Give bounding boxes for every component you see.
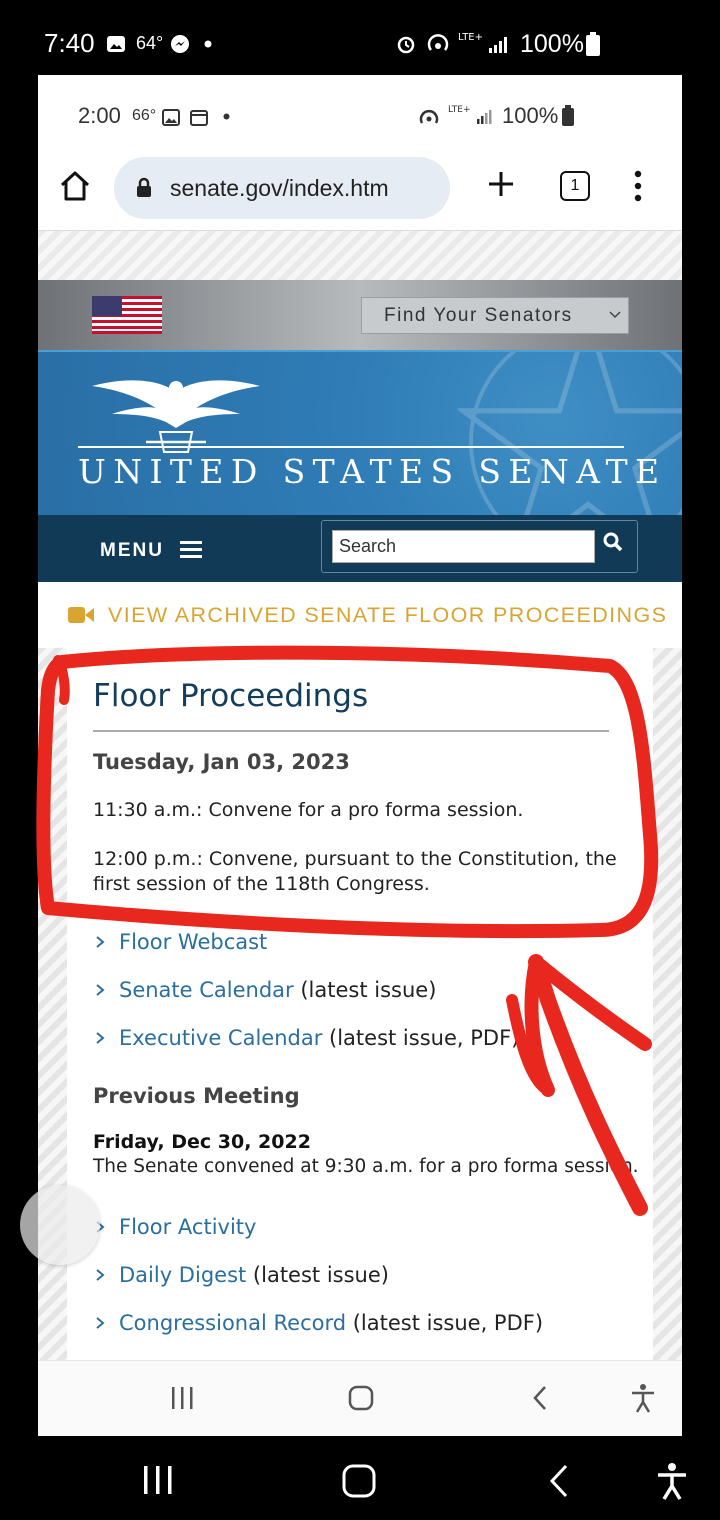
inner-network: LTE+: [448, 105, 471, 115]
home-button-icon[interactable]: [342, 1464, 376, 1498]
alarm-icon: [396, 34, 416, 54]
search-input[interactable]: Search: [332, 530, 595, 563]
tab-switcher-button[interactable]: 1: [560, 171, 590, 201]
battery-icon: [562, 105, 574, 126]
banner-rule: [78, 446, 624, 448]
proceedings-item: 12:00 p.m.: Convene, pursuant to the Constitution, the first session of the 118th Congress.: [93, 848, 617, 895]
outer-time: 7:40: [44, 28, 95, 58]
proceedings-date: Tuesday, Jan 03, 2023: [93, 750, 350, 774]
address-bar[interactable]: [114, 157, 450, 219]
new-tab-icon[interactable]: [486, 169, 516, 199]
lock-icon: [136, 177, 152, 197]
more-menu-icon[interactable]: [632, 169, 644, 203]
inner-temp: 66°: [132, 107, 157, 124]
floor-proceedings-title: Floor Proceedings: [93, 678, 369, 714]
accessibility-icon[interactable]: [656, 1462, 688, 1500]
inner-status-bar: [38, 75, 682, 155]
link-text[interactable]: Congressional Record: [119, 1311, 347, 1335]
accessibility-icon[interactable]: [630, 1383, 656, 1413]
recent-apps-icon[interactable]: [142, 1464, 174, 1496]
search-icon[interactable]: [602, 531, 624, 553]
dot-icon: [223, 113, 230, 120]
congressional-record-link[interactable]: [93, 1311, 543, 1335]
menu-label[interactable]: MENU: [100, 540, 164, 561]
gallery-icon: [162, 109, 180, 126]
signal-icon: [476, 107, 494, 125]
daily-digest-link[interactable]: [93, 1263, 389, 1287]
outer-status-bar: [0, 0, 720, 75]
hotspot-icon: [418, 107, 440, 127]
chevron-down-icon: [608, 308, 622, 322]
title-rule: [93, 730, 609, 732]
inner-battery: 100%: [502, 103, 559, 128]
outer-navigation-bar: [0, 1436, 720, 1520]
previous-meeting-title: Previous Meeting: [93, 1084, 300, 1108]
chevron-right-icon: [93, 983, 107, 997]
screenshot-frame: [38, 75, 682, 1436]
url-text: senate.gov/index.htm: [170, 175, 389, 201]
floor-activity-link[interactable]: [93, 1215, 256, 1239]
dot-icon: [204, 40, 212, 48]
link-text[interactable]: Floor Webcast: [119, 930, 268, 954]
archived-proceedings-link[interactable]: [38, 582, 682, 648]
browser-toolbar: [38, 155, 682, 230]
senate-banner[interactable]: [38, 352, 682, 515]
chevron-right-icon: [93, 935, 107, 949]
calendar-icon: [190, 109, 208, 126]
link-suffix: (latest issue, PDF): [322, 1026, 520, 1050]
gallery-icon: [106, 34, 126, 54]
video-camera-icon: [68, 606, 94, 624]
inner-time: 2:00: [78, 103, 121, 128]
link-suffix: (latest issue): [246, 1263, 389, 1287]
messenger-icon: [170, 34, 190, 54]
us-flag-icon: [92, 296, 162, 334]
hamburger-icon[interactable]: [180, 540, 202, 558]
outer-network: LTE+: [458, 32, 483, 43]
link-text[interactable]: Daily Digest: [119, 1263, 247, 1287]
find-senators-dropdown[interactable]: [361, 297, 629, 334]
proceedings-item: 11:30 a.m.: Convene for a pro forma session.: [93, 799, 524, 821]
link-text[interactable]: Floor Activity: [119, 1215, 257, 1239]
chevron-right-icon: [93, 1268, 107, 1282]
senate-calendar-link[interactable]: [93, 978, 436, 1002]
link-text[interactable]: Senate Calendar: [119, 978, 294, 1002]
battery-icon: [586, 32, 600, 56]
link-suffix: (latest issue): [293, 978, 437, 1002]
executive-calendar-link[interactable]: [93, 1026, 519, 1050]
link-suffix: (latest issue, PDF): [346, 1311, 544, 1335]
previous-meeting-text: The Senate convened at 9:30 a.m. for a pro forma session.: [93, 1156, 639, 1177]
find-senators-label: Find Your Senators: [384, 305, 573, 326]
floor-webcast-link[interactable]: [93, 930, 267, 954]
archived-proceedings-label: VIEW ARCHIVED SENATE FLOOR PROCEEDINGS: [108, 603, 668, 627]
floor-proceedings-section: [67, 648, 653, 1360]
home-button-icon[interactable]: [348, 1385, 374, 1411]
site-title: UNITED STATES SENATE: [78, 452, 667, 491]
link-text[interactable]: Executive Calendar: [119, 1026, 323, 1050]
chevron-right-icon: [93, 1031, 107, 1045]
outer-temp: 64°: [136, 33, 164, 53]
inner-navigation-bar: [38, 1360, 682, 1436]
back-icon[interactable]: [532, 1385, 548, 1411]
content-background: [38, 648, 682, 1360]
site-top-bar: [38, 280, 682, 352]
home-icon[interactable]: [58, 169, 92, 203]
outer-battery: 100%: [520, 30, 584, 58]
hotspot-icon: [426, 34, 450, 54]
floating-assistive-button[interactable]: [20, 1185, 100, 1265]
chevron-right-icon: [93, 1316, 107, 1330]
signal-icon: [488, 34, 510, 54]
site-nav-bar: [38, 515, 682, 582]
back-icon[interactable]: [548, 1464, 570, 1498]
previous-meeting-date: Friday, Dec 30, 2022: [93, 1131, 311, 1153]
search-form: [321, 520, 638, 573]
recent-apps-icon[interactable]: [170, 1385, 194, 1411]
hatched-spacer: [38, 230, 682, 280]
